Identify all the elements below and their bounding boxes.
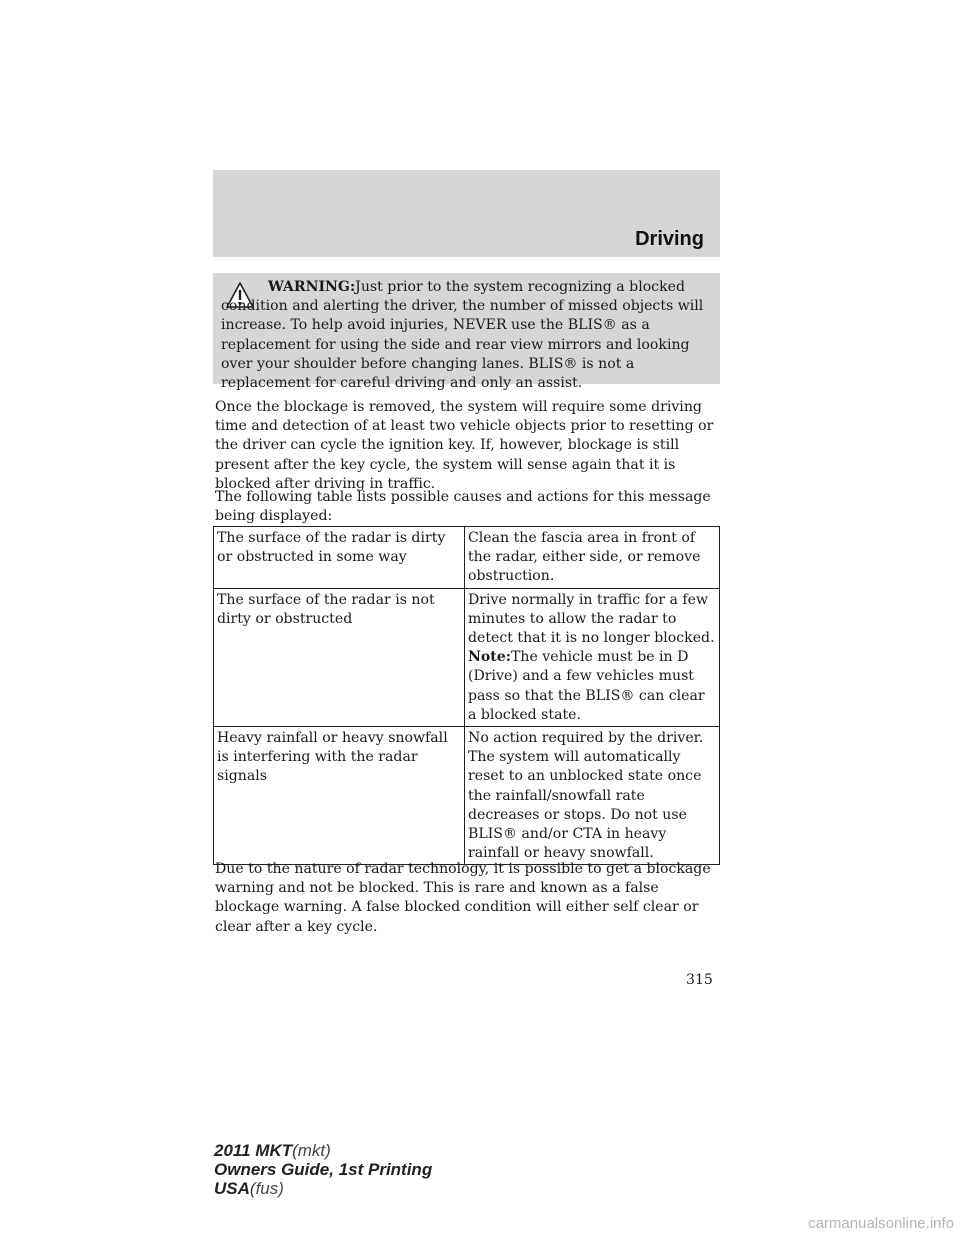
footer-market: USA: [214, 1179, 250, 1198]
note-label: Note:: [468, 649, 511, 666]
warning-box: [213, 273, 720, 392]
causes-actions-table: [213, 526, 720, 865]
section-title: Driving: [635, 228, 704, 250]
action-text: Drive normally in traffic for a few minutes to allow the radar to detect that it is no longer blocked.: [468, 591, 715, 647]
paragraph-table-intro: The following table lists possible causes and actions for this message being displayed:: [215, 489, 711, 525]
note-text: The vehicle must be in D (Drive) and a few vehicles must pass so that the BLIS® can clear a blocked state.: [468, 649, 705, 723]
warning-label: WARNING:: [268, 279, 356, 295]
paragraph-false-blockage: Due to the nature of radar technology, it is possible to get a blockage warning and not be blocked. This is rare and known as a false blockage warning. A false blocked condition will either self clear or clear after a key cycle.: [215, 861, 711, 935]
table-row: [214, 527, 720, 589]
paragraph-blockage-removed: Once the blockage is removed, the system will require some driving time and detection of at least two vehicle objects prior to resetting or the driver can cycle the ignition key. If, however, blockage is still present after the key cycle, the system will sense again that it is blocked after driving in traffic.: [215, 399, 714, 492]
cause-cell: Heavy rainfall or heavy snowfall is interfering with the radar signals: [214, 727, 465, 865]
table-row: [214, 588, 720, 726]
footer-print-info: [214, 1141, 432, 1198]
footer-model: 2011 MKT: [214, 1141, 293, 1160]
cause-cell: The surface of the radar is dirty or obstructed in some way: [214, 527, 465, 589]
warning-text-block: [221, 278, 713, 393]
action-cell: [465, 588, 720, 726]
page-number: 315: [686, 972, 713, 988]
action-cell: Clean the fascia area in front of the radar, either side, or remove obstruction.: [465, 527, 720, 589]
footer-market-code: (fus): [249, 1179, 284, 1198]
action-cell: No action required by the driver. The system will automatically reset to an unblocked state once the rainfall/snowfall rate decreases or stops. Do not use BLIS® and/or CTA in heavy rainfall or heavy snowfall.: [465, 727, 720, 865]
action-note: [468, 648, 716, 725]
cause-cell: The surface of the radar is not dirty or obstructed: [214, 588, 465, 726]
warning-body: Just prior to the system recognizing a blocked condition and alerting the driver, the number of missed objects will increase. To help avoid injuries, NEVER use the BLIS® as a replacement for using the side and rear view mirrors and looking over your shoulder before changing lanes. BLIS® is not a replacement for careful driving and only an assist.: [221, 279, 704, 392]
section-header-band: [213, 170, 720, 257]
footer-model-code: (mkt): [292, 1141, 331, 1160]
footer-guide-printing: Owners Guide, 1st Printing: [214, 1160, 433, 1179]
watermark-text: carmanualsonline.info: [808, 1215, 954, 1232]
table-row: [214, 727, 720, 865]
